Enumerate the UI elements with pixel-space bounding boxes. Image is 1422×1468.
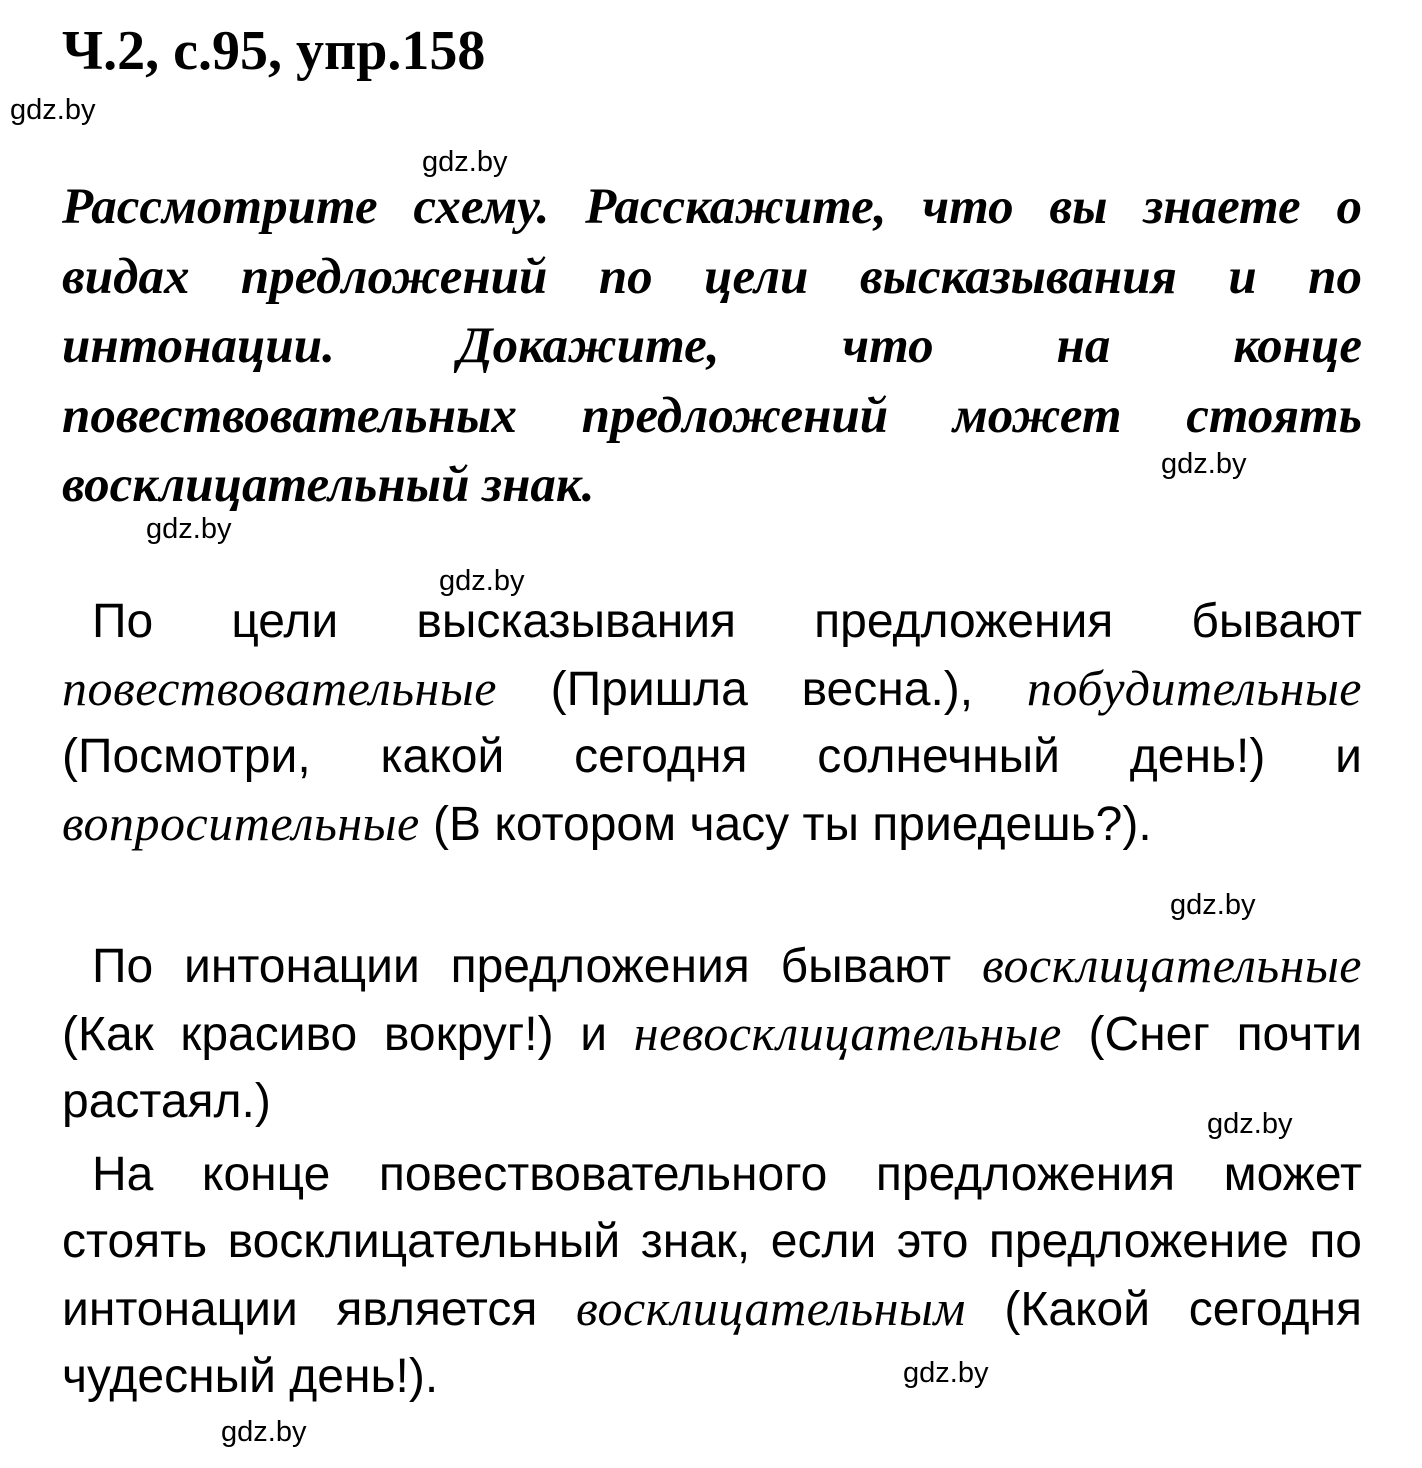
term: невосклицательные [633, 1005, 1062, 1061]
text-segment: По цели высказывания предложения бывают [92, 595, 1362, 648]
answer-paragraph-1 [62, 588, 1362, 858]
watermark: gdz.by [1207, 1108, 1293, 1140]
watermark: gdz.by [422, 146, 508, 178]
watermark: gdz.by [221, 1416, 307, 1448]
text-segment: (Посмотри, какой сегодня солнечный день!) и [62, 730, 1362, 783]
text-segment: (Как красиво вокруг!) и [62, 1008, 634, 1061]
text-segment: По интонации предложения бывают [92, 940, 982, 993]
answer-paragraph-3 [62, 1141, 1362, 1410]
term: восклицательным [576, 1280, 966, 1336]
term: вопросительные [62, 795, 420, 851]
text-segment: (Пришла весна.), [496, 663, 1027, 716]
watermark: gdz.by [439, 565, 525, 597]
watermark: gdz.by [10, 94, 96, 126]
term: восклицательные [981, 937, 1362, 993]
watermark: gdz.by [1170, 889, 1256, 921]
watermark: gdz.by [903, 1357, 989, 1389]
text-segment: (В котором часу ты приедешь?). [419, 798, 1152, 851]
watermark: gdz.by [146, 513, 232, 545]
text-segment: На конце повествовательного предложения может стоять восклицательный знак, если это предложение по интонации является [62, 1148, 1362, 1336]
page-title: Ч.2, с.95, упр.158 [62, 20, 486, 82]
answer-paragraph-2 [62, 932, 1362, 1135]
task-text: Рассмотрите схему. Расскажите, что вы знаете о видах предложений по цели высказывания и по интонации. Докажите, что на конце повествовательных предложений может стоять восклицательный знак. [62, 179, 1362, 513]
watermark: gdz.by [1161, 448, 1247, 480]
term: побудительные [1026, 660, 1362, 716]
term: повествовательные [62, 660, 497, 716]
text-segment: (Какой сегодня чудесный день!). [62, 1283, 1362, 1403]
text-segment: (Снег почти растаял.) [62, 1008, 1363, 1128]
